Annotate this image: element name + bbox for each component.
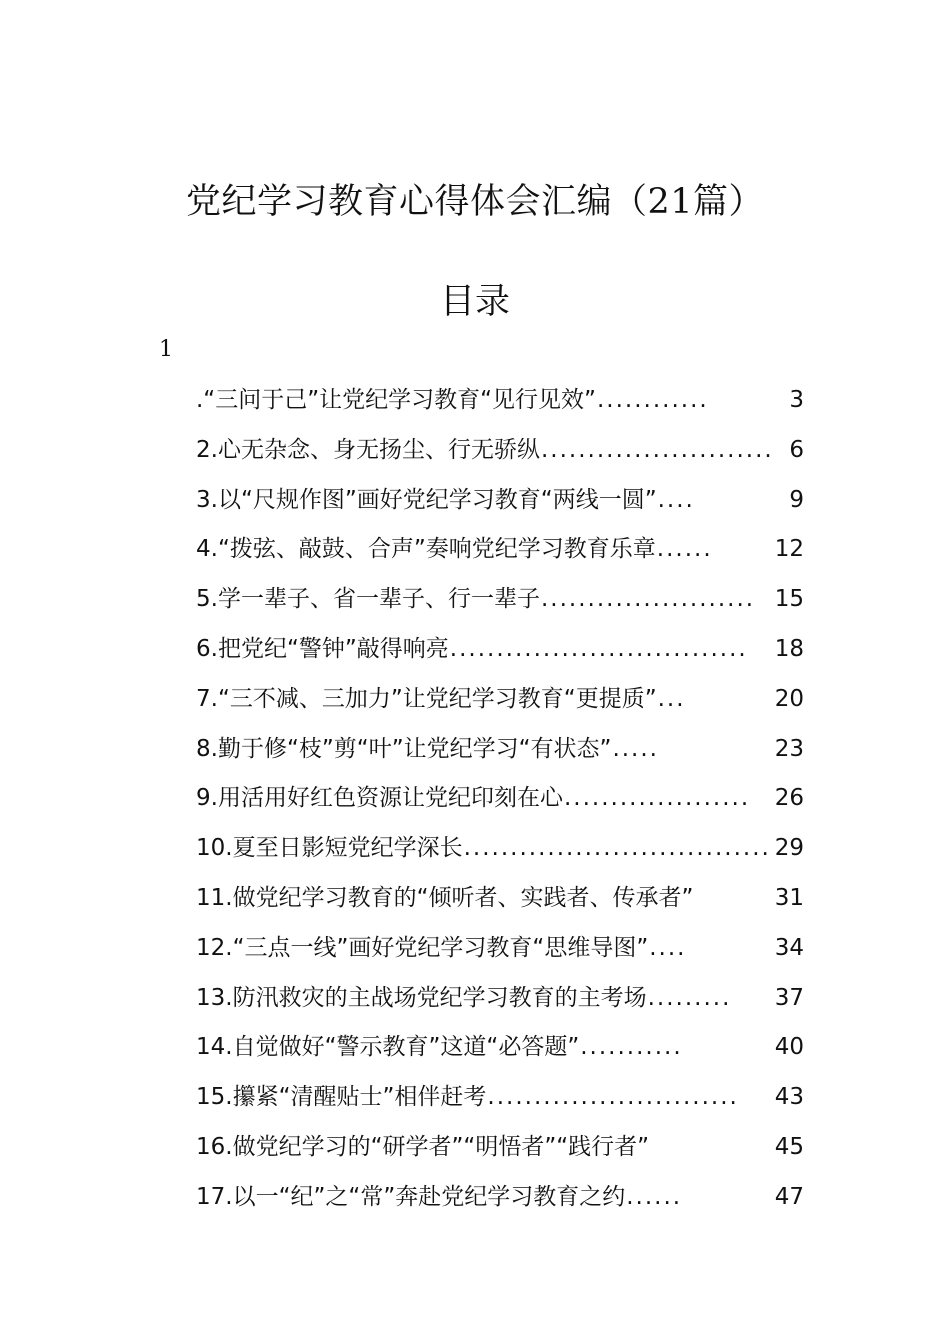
toc-entry-page-number: 37: [774, 984, 804, 1011]
toc-entry-page-number: 29: [774, 835, 804, 862]
toc-entry[interactable]: [196, 426, 804, 476]
toc-entry[interactable]: [196, 525, 804, 575]
toc-entry-leader: .................................: [463, 835, 771, 862]
toc-entry-leader: ............: [596, 387, 709, 413]
toc-entry-leader: ...........: [580, 1034, 683, 1061]
toc-entry[interactable]: [196, 774, 804, 824]
toc-entry-page-number: 31: [774, 884, 804, 911]
toc-entry-page-number: 23: [774, 735, 804, 762]
toc-entry[interactable]: [196, 1123, 804, 1173]
toc-entry-leader: ....................: [563, 785, 751, 812]
toc-entry-page-number: 18: [774, 635, 804, 662]
toc-entry-page-number: 12: [774, 536, 804, 563]
toc-entry-page-number: 6: [789, 436, 804, 463]
toc-entry[interactable]: [196, 1173, 804, 1223]
toc-entry-title: 2.心无杂念、身无扬尘、行无骄纵: [196, 436, 540, 463]
toc-entry-leader: .......................: [540, 586, 756, 613]
toc-entry-title: 9.用活用好红色资源让党纪印刻在心: [196, 785, 563, 812]
toc-entry[interactable]: [196, 625, 804, 675]
toc-entry[interactable]: [196, 1023, 804, 1073]
toc-entry-title: 5.学一辈子、省一辈子、行一辈子: [196, 586, 540, 613]
toc-entry-page-number: 47: [774, 1183, 804, 1210]
toc-entry-title: 14.自觉做好“警示教育”这道“必答题”: [196, 1034, 580, 1061]
toc-entry-page-number: 26: [774, 785, 804, 812]
toc-entry-title: 7.“三不减、三加力”让党纪学习教育“更提质”: [196, 685, 657, 712]
toc-entry[interactable]: [196, 1073, 804, 1123]
toc-entry-leader: ....: [649, 934, 687, 961]
toc-entry-page-number: 34: [774, 934, 804, 961]
toc-entry-leader: .........................: [540, 436, 774, 463]
toc-entry-title: .“三问于己”让党纪学习教育“见行见效”: [196, 387, 596, 413]
table-of-contents: [196, 376, 804, 1223]
toc-entry-leader: .....: [612, 735, 659, 762]
toc-entry-title: 17.以一“纪”之“常”奔赴党纪学习教育之约: [196, 1183, 626, 1210]
toc-entry-title: 15.攥紧“清醒贴士”相伴赶考: [196, 1084, 487, 1111]
toc-entry[interactable]: [196, 824, 804, 874]
toc-entry-page-number: 43: [774, 1084, 804, 1111]
toc-entry-title: 10.夏至日影短党纪学深长: [196, 835, 463, 862]
toc-entry-leader: ......: [656, 536, 713, 563]
toc-entry[interactable]: [196, 924, 804, 974]
document-title-text: 党纪学习教育心得体会汇编（: [185, 182, 648, 222]
toc-entry[interactable]: [196, 575, 804, 625]
toc-entry-leader: ................................: [449, 635, 748, 662]
toc-entry-page-number: 3: [789, 387, 804, 413]
toc-entry-page-number: 45: [774, 1133, 804, 1160]
toc-entry-page-number: 15: [774, 586, 804, 613]
toc-entry-leader: ...........................: [487, 1084, 739, 1111]
toc-entry-page-number: 40: [774, 1034, 804, 1061]
toc-entry-title: 12.“三点一线”画好党纪学习教育“思维导图”: [196, 934, 649, 961]
toc-entry-page-number: 20: [774, 685, 804, 712]
toc-entry-title: 4.“拨弦、敲鼓、合声”奏响党纪学习教育乐章: [196, 536, 656, 563]
toc-entry[interactable]: [196, 476, 804, 526]
toc-entry[interactable]: [196, 675, 804, 725]
toc-entry-leader: ......: [626, 1183, 683, 1210]
toc-entry-title: 6.把党纪“警钟”敲得响亮: [196, 635, 449, 662]
toc-entry-leader: .........: [647, 984, 732, 1011]
page-marker: 1: [159, 337, 173, 362]
document-title-suffix: 篇）: [693, 182, 765, 222]
toc-entry-leader: ....: [657, 486, 695, 513]
toc-entry-title: 8.勤于修“枝”剪“叶”让党纪学习“有状态”: [196, 735, 612, 762]
toc-entry-title: 11.做党纪学习教育的“倾听者、实践者、传承者”: [196, 884, 694, 911]
toc-entry[interactable]: [196, 725, 804, 775]
document-title: [0, 176, 950, 228]
toc-entry[interactable]: [196, 376, 804, 426]
toc-entry-title: 16.做党纪学习的“研学者”“明悟者”“践行者”: [196, 1133, 650, 1160]
toc-entry-leader: ...: [657, 685, 686, 712]
toc-heading: 目录: [439, 282, 510, 322]
toc-entry[interactable]: [196, 874, 804, 924]
toc-entry-page-number: 9: [789, 486, 804, 513]
toc-entry[interactable]: [196, 974, 804, 1024]
toc-entry-title: 13.防汛救灾的主战场党纪学习教育的主考场: [196, 984, 647, 1011]
toc-entry-title: 3.以“尺规作图”画好党纪学习教育“两线一圆”: [196, 486, 657, 513]
document-title-number: 21: [647, 182, 694, 222]
